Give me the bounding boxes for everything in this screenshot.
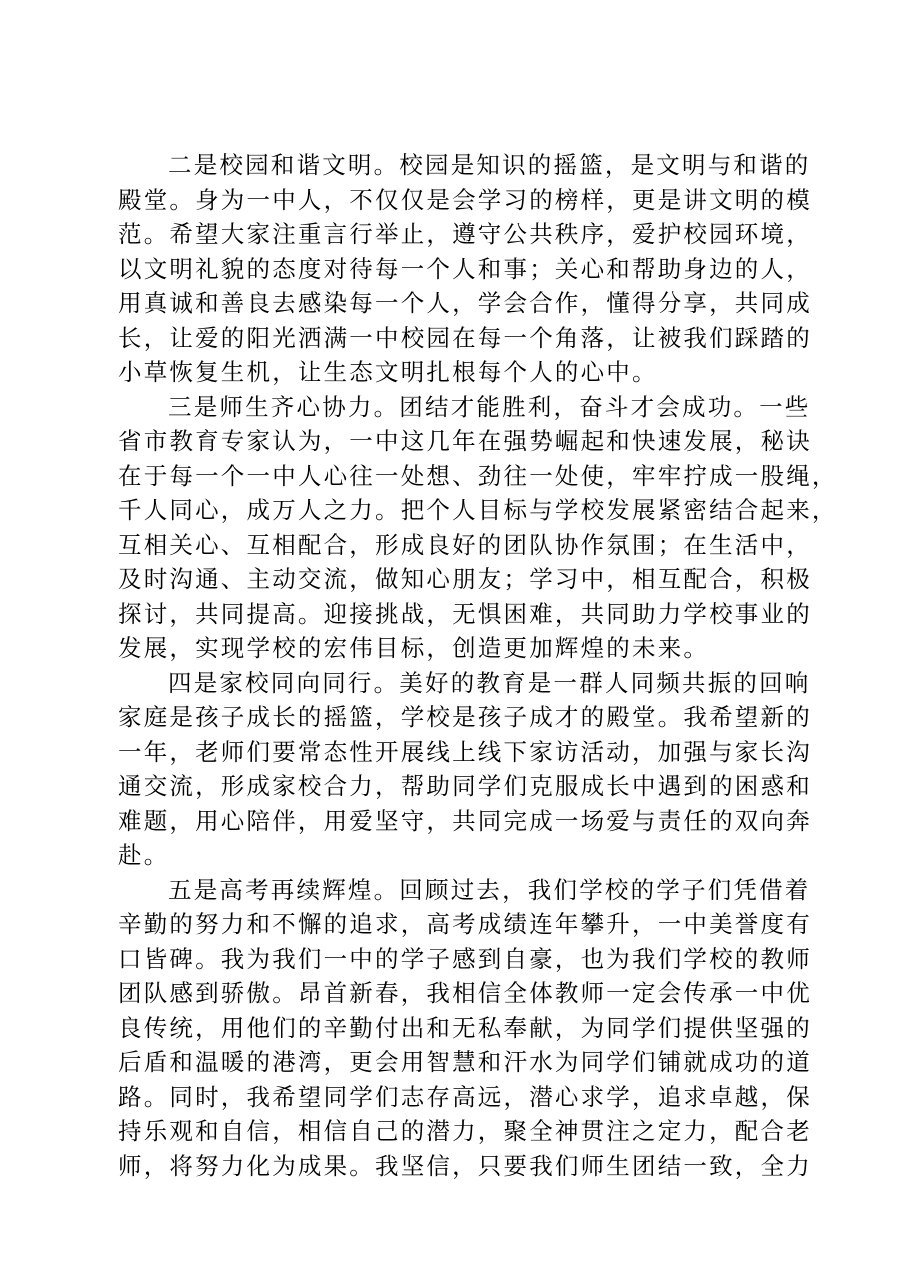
text-line: 小草恢复生机，让生态文明扎根每个人的心中。 bbox=[118, 358, 658, 386]
text-line: 以文明礼貌的态度对待每一个人和事；关心和帮助身边的人， bbox=[118, 254, 812, 283]
text-line: 通交流，形成家校合力，帮助同学们克服成长中遇到的困惑和 bbox=[118, 772, 812, 800]
text-line: 及时沟通、主动交流，做知心朋友；学习中，相互配合，积极 bbox=[118, 565, 812, 593]
text-line: 发展，实现学校的宏伟目标，创造更加辉煌的未来。 bbox=[118, 634, 710, 662]
text-line: 千人同心，成万人之力。把个人目标与学校发展紧密结合起来， bbox=[118, 496, 838, 524]
text-line: 用真诚和善良去感染每一个人，学会合作，懂得分享，共同成 bbox=[118, 289, 812, 317]
text-line: 四是家校同向同行。美好的教育是一群人同频共振的回响 bbox=[168, 668, 811, 697]
text-line: 二是校园和谐文明。校园是知识的摇篮，是文明与和谐的 bbox=[168, 151, 811, 179]
paragraph-teacher-student-unity bbox=[118, 390, 838, 666]
text-line: 团队感到骄傲。昂首新春，我相信全体教师一定会传承一中优 bbox=[118, 979, 812, 1007]
text-line: 辛勤的努力和不懈的追求，高考成绩连年攀升，一中美誉度有 bbox=[118, 910, 812, 938]
text-line: 后盾和温暖的港湾，更会用智慧和汗水为同学们铺就成功的道 bbox=[118, 1048, 812, 1076]
text-line: 省市教育专家认为，一中这几年在强势崛起和快速发展，秘诀 bbox=[118, 427, 812, 455]
text-line: 三是师生齐心协力。团结才能胜利，奋斗才会成功。一些 bbox=[168, 392, 811, 421]
text-line: 长，让爱的阳光洒满一中校园在每一个角落，让被我们踩踏的 bbox=[118, 323, 812, 352]
paragraph-home-school bbox=[118, 666, 812, 873]
text-line: 赴。 bbox=[118, 841, 170, 869]
text-line: 师，将努力化为成果。我坚信，只要我们师生团结一致，全力 bbox=[118, 1151, 812, 1180]
text-line: 互相关心、互相配合，形成良好的团队协作氛围；在生活中， bbox=[118, 530, 812, 559]
text-line: 一年，老师们要常态性开展线上线下家访活动，加强与家长沟 bbox=[118, 737, 812, 766]
text-line: 难题，用心陪伴，用爱坚守，共同完成一场爱与责任的双向奔 bbox=[118, 806, 812, 835]
text-line: 良传统，用他们的辛勤付出和无私奉献，为同学们提供坚强的 bbox=[118, 1013, 812, 1042]
text-line: 家庭是孩子成长的摇篮，学校是孩子成才的殿堂。我希望新的 bbox=[118, 703, 812, 731]
paragraph-college-exam bbox=[118, 873, 812, 1184]
text-line: 范。希望大家注重言行举止，遵守公共秩序，爱护校园环境， bbox=[118, 220, 812, 248]
text-line: 路。同时，我希望同学们志存高远，潜心求学，追求卓越，保 bbox=[118, 1082, 812, 1111]
body-text bbox=[118, 148, 838, 1183]
text-line: 在于每一个一中人心往一处想、劲往一处使，牢牢拧成一股绳， bbox=[118, 461, 838, 490]
text-line: 殿堂。身为一中人，不仅仅是会学习的榜样，更是讲文明的模 bbox=[118, 185, 812, 214]
text-line: 五是高考再续辉煌。回顾过去，我们学校的学子们凭借着 bbox=[168, 875, 811, 904]
text-line: 持乐观和自信，相信自己的潜力，聚全神贯注之定力，配合老 bbox=[118, 1117, 812, 1145]
text-line: 口皆碑。我为我们一中的学子感到自豪，也为我们学校的教师 bbox=[118, 944, 812, 973]
paragraph-campus-civility bbox=[118, 148, 812, 390]
text-line: 探讨，共同提高。迎接挑战，无惧困难，共同助力学校事业的 bbox=[118, 599, 812, 628]
